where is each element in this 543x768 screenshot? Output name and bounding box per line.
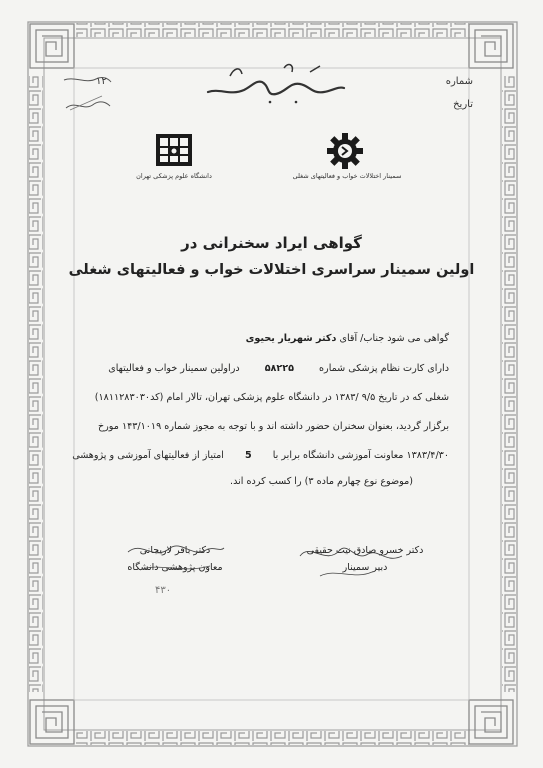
university-logo-icon bbox=[150, 134, 198, 170]
date-label: تاریخ bbox=[453, 99, 473, 110]
body-line-3: شغلی که در تاریخ ۹/۵ /۱۳۸۳ در دانشگاه علوم پزشکی تهران، تالار امام (کد۱۸۱۱۲۸۳۰۳۰) bbox=[94, 392, 449, 403]
university-caption: دانشگاه علوم پزشکی تهران bbox=[136, 172, 212, 180]
body-line-4: برگزار گردید، بعنوان سخنران حضور داشته اند و با توجه به مجوز شماره ۱۴۳/۱۰۱۹ مورخ bbox=[97, 421, 449, 432]
card-number-value: ۵۸۲۲۵ bbox=[264, 363, 294, 374]
signature-left-scribble bbox=[120, 536, 230, 580]
credit-points-text: امتیاز از فعالیتهای آموزشی و پژوهشی bbox=[72, 450, 224, 461]
body-line-5 bbox=[72, 450, 449, 461]
seminar-gear-logo-icon bbox=[326, 132, 364, 170]
body-greeting-line bbox=[246, 333, 449, 344]
signature-right-name: دکتر خسرو صادق نیت حقیقی bbox=[306, 545, 424, 556]
certificate-title: گواهی ایراد سخنرانی در bbox=[181, 234, 362, 252]
number-label: شماره bbox=[445, 76, 473, 87]
card-number-label: دارای کارت نظام پزشکی شماره bbox=[319, 363, 449, 374]
signature-right-title: دبیر سمینار bbox=[342, 562, 388, 573]
recipient-name: دکتر شهریار یحیوی bbox=[245, 333, 337, 344]
seminar-caption: سمینار اختلالات خواب و فعالیتهای شغلی bbox=[292, 172, 402, 180]
signature-left-title: معاون پژوهشی دانشگاه bbox=[127, 562, 223, 573]
greeting-text: گواهی می شود جناب/ آقای bbox=[339, 333, 449, 344]
handwritten-number: ۱۲ bbox=[96, 76, 107, 87]
seminar-participation-text: دراولین سمینار خواب و فعالیتهای bbox=[108, 363, 240, 374]
seminar-title: اولین سمینار سراسری اختلالات خواب و فعالیتهای شغلی bbox=[68, 262, 475, 278]
approval-date-text: ۱۳۸۳/۴/۳۰ معاونت آموزشی دانشگاه برابر با bbox=[272, 450, 449, 461]
credit-points-value: 5 bbox=[245, 450, 252, 461]
signature-left-name: دکتر باقر لاریجانی bbox=[139, 545, 211, 556]
body-line-2 bbox=[108, 363, 449, 374]
signature-left-note: ۴۳۰ bbox=[155, 585, 172, 596]
calligraphy-basmala-icon bbox=[200, 58, 350, 108]
body-line-6: (موضوع نوع چهارم ماده ۳) را کسب کرده اند. bbox=[230, 476, 413, 487]
signature-right-scribble bbox=[290, 536, 410, 584]
